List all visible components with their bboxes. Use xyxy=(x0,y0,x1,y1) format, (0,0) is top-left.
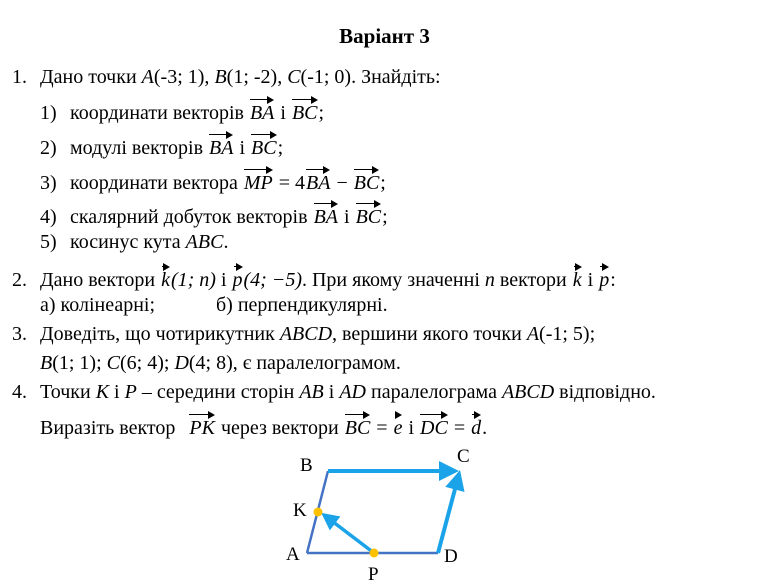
semicolon: ; xyxy=(277,137,284,159)
vector-k: k xyxy=(573,263,582,293)
task-1-lead: Дано точки xyxy=(40,66,142,88)
vector-k: k xyxy=(161,263,170,293)
task-4-text-c: – середини сторін xyxy=(136,381,300,403)
page-title: Варіант 3 xyxy=(339,24,430,48)
angle-abc: ABC xyxy=(185,231,224,253)
vector-dc-arrow xyxy=(438,474,459,553)
point-d-label: D xyxy=(174,352,189,374)
sub-5-text: косинус кута xyxy=(70,231,186,253)
task-4-text-g: Виразіть вектор xyxy=(40,417,181,439)
equals-sign: = xyxy=(448,417,471,439)
vector-p-coords: (4; −5) xyxy=(243,269,302,291)
point-b-label: B xyxy=(40,352,53,374)
point-b-coords: (1; 1); xyxy=(52,352,107,374)
point-a-coords: (-3; 1), xyxy=(153,66,215,88)
vector-ba: BA xyxy=(314,200,338,230)
sub-1-text: координати векторів xyxy=(70,102,249,124)
figure-label-c: C xyxy=(457,446,470,467)
task-3-text-b: вершини якого точки xyxy=(337,323,527,345)
task-2-lead: Дано вектори xyxy=(40,269,161,291)
sub-3-number: 3) xyxy=(40,172,57,194)
task-4-number: 4. xyxy=(12,381,27,403)
option-a-collinear: а) колінеарні; xyxy=(40,294,156,316)
point-d-coords: (4; 8), є паралелограмом. xyxy=(188,352,401,374)
figure-label-p: P xyxy=(368,564,379,585)
vector-e: e xyxy=(394,411,403,441)
vector-d: d xyxy=(471,411,481,441)
sub-2-text: модулі векторів xyxy=(70,137,209,159)
vector-pk-arrow xyxy=(324,515,374,553)
point-p-dot xyxy=(370,549,379,558)
task-4-text-a: Точки xyxy=(40,381,96,403)
vector-mp: MP xyxy=(244,166,273,196)
task-2-number: 2. xyxy=(12,269,27,291)
and-word: і xyxy=(339,206,355,228)
period: . xyxy=(482,417,488,439)
vector-bc: BC xyxy=(251,131,277,161)
vector-bc: BC xyxy=(292,96,318,126)
sub-5-number: 5) xyxy=(40,231,57,253)
vector-k-coords: (1; n) xyxy=(170,269,216,291)
quadrilateral-abcd: ABCD, xyxy=(279,323,338,345)
and-word: і xyxy=(403,417,420,439)
vector-bc: BC xyxy=(345,411,371,441)
variable-n: n xyxy=(484,269,495,291)
vector-pk: PK xyxy=(189,411,215,441)
point-a-label: A xyxy=(141,66,154,88)
minus-sign: − xyxy=(331,172,353,194)
semicolon: ; xyxy=(318,102,325,124)
sub-3-text: координати вектора xyxy=(70,172,243,194)
vector-bc: BC xyxy=(354,166,380,196)
vector-ba: BA xyxy=(209,131,233,161)
sub-2-number: 2) xyxy=(40,137,57,159)
point-b-coords: (1; -2), xyxy=(226,66,288,88)
and-word: і xyxy=(323,381,340,403)
parallelogram-abcd: ABCD xyxy=(501,381,555,403)
and-word: і xyxy=(234,137,251,159)
colon: : xyxy=(610,269,616,291)
question-part-2: вектори xyxy=(494,269,572,291)
point-c-label: C xyxy=(106,352,120,374)
task-3-text-a: Доведіть, що чотирикутник xyxy=(40,323,280,345)
figure-label-d: D xyxy=(444,546,458,567)
vector-ba: BA xyxy=(306,166,330,196)
side-ad: AD xyxy=(339,381,366,403)
side-ab: AB xyxy=(299,381,324,403)
vector-p: p xyxy=(233,263,243,293)
and-word: і xyxy=(109,381,125,403)
option-b-perpendicular: б) перпендикулярні. xyxy=(216,294,388,316)
equals-four: = 4 xyxy=(273,172,306,194)
and-word: і xyxy=(215,269,232,291)
point-k-dot xyxy=(314,508,323,517)
equals-sign: = xyxy=(371,417,393,439)
and-word: і xyxy=(275,102,291,124)
task-1-number: 1. xyxy=(12,66,27,88)
point-k-label: K xyxy=(95,381,110,403)
question-part-1: . При якому значенні xyxy=(301,269,485,291)
task-4-text-e: паралелограма xyxy=(366,381,502,403)
sub-4-number: 4) xyxy=(40,206,57,228)
point-a-coords: (-1; 5); xyxy=(539,323,596,345)
vector-bc: BC xyxy=(356,200,382,230)
sub-4-text: скалярний добуток векторів xyxy=(70,206,313,228)
semicolon: ; xyxy=(382,206,388,228)
figure-label-k: K xyxy=(293,500,307,521)
sub-1-number: 1) xyxy=(40,102,57,124)
point-b-label: B xyxy=(214,66,227,88)
vector-ba: BA xyxy=(250,96,274,126)
task-4-text-h: через вектори xyxy=(215,417,344,439)
point-c-coords: (-1; 0). Знайдіть: xyxy=(300,66,441,88)
point-c-coords: (6; 4); xyxy=(120,352,175,374)
vector-dc: DC xyxy=(420,411,448,441)
semicolon: ; xyxy=(380,172,386,194)
figure-label-b: B xyxy=(300,455,313,476)
period: . xyxy=(223,231,229,253)
vector-p: p xyxy=(599,263,609,293)
point-c-label: C xyxy=(287,66,301,88)
point-p-label: P xyxy=(124,381,137,403)
and-word: і xyxy=(582,269,599,291)
task-3-number: 3. xyxy=(12,323,27,345)
point-a-label: A xyxy=(526,323,540,345)
figure-label-a: A xyxy=(286,544,300,565)
task-4-text-f: відповідно. xyxy=(554,381,656,403)
